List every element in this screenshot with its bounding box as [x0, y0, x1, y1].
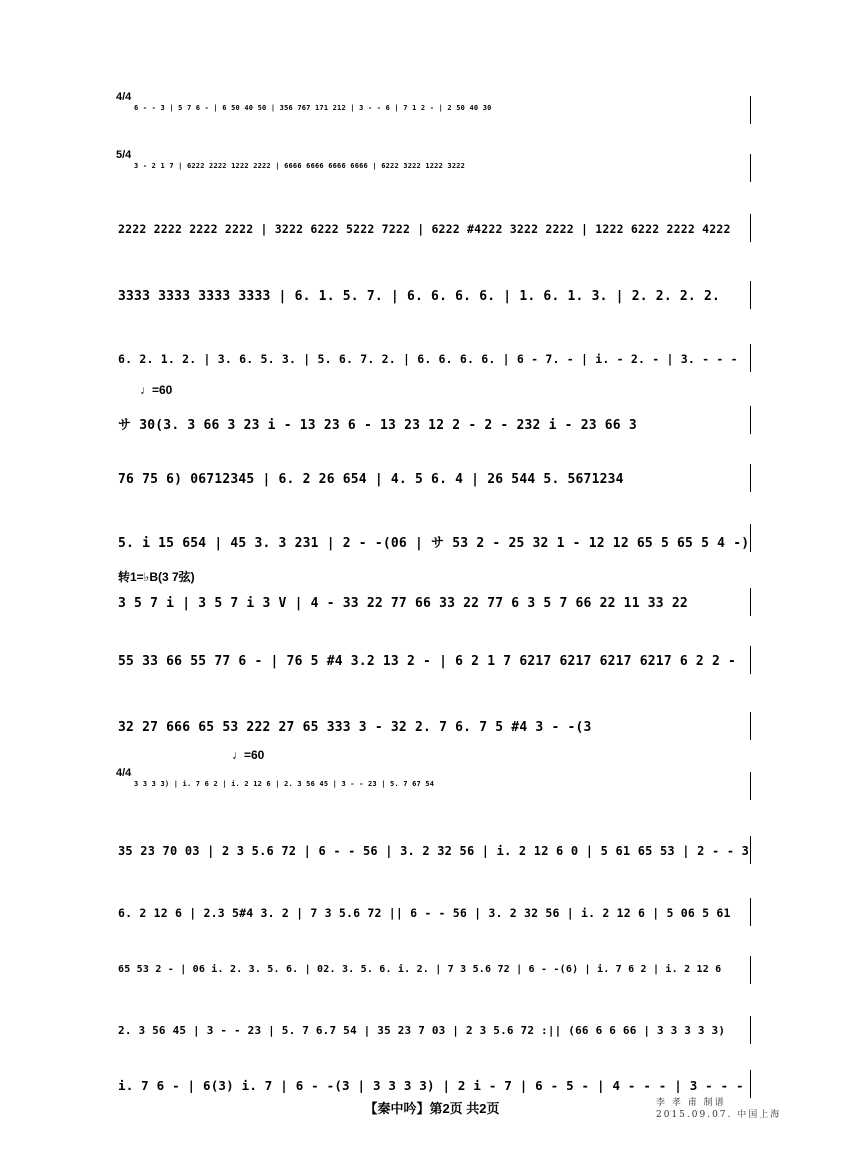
barline: [750, 281, 751, 309]
credit-date: 2015.09.07. 中国上海: [656, 1110, 782, 1120]
staff-line-10: [118, 640, 750, 686]
barline: [750, 214, 751, 242]
barline: [750, 154, 751, 182]
notation-line: 6 - - 3 | 5 7 6 - | 6 50 40 50 | 356 767 171 212 | 3 - - 6 | 7 1 2 - | 2 50 40 30: [134, 104, 492, 112]
barline: [750, 524, 751, 552]
notation-line: サ 30(3. 3 66 3 23 i - 13 23 6 - 13 23 12 2 - 2 - 232 i - 23 66 3: [118, 418, 637, 433]
notation-line: 2. 3 56 45 | 3 - - 23 | 5. 7 6.7 54 | 35 23 7 03 | 2 3 5.6 72 :|| (66 6 6 66 | 3 3 3 3 3): [118, 1024, 726, 1037]
time-signature: 5/4: [116, 149, 132, 161]
credit-block: [656, 1097, 781, 1121]
time-signature: 4/4: [116, 767, 132, 779]
notation-line: 32 27 666 65 53 222 27 65 333 3 - 32 2. 7 6. 7 5 #4 3 - -(3: [118, 720, 592, 735]
barline: [750, 406, 751, 434]
barline: [750, 464, 751, 492]
staff-line-15: [118, 950, 750, 996]
staff-line-4: [118, 275, 750, 321]
staff-line-13: [118, 830, 750, 876]
staff-line-3: [118, 208, 750, 254]
barline: [750, 836, 751, 864]
staff-line-12: [118, 766, 750, 812]
staff-line-8: [118, 518, 750, 564]
notation-line: i. 7 6 - | 6(3) i. 7 | 6 - -(3 | 3 3 3 3) | 2 i - 7 | 6 - 5 - | 4 - - - | 3 - - -: [118, 1078, 744, 1093]
page-footer: 【秦中吟】第2页 共2页: [364, 1101, 500, 1116]
staff-line-9: [118, 582, 750, 628]
barline: [750, 898, 751, 926]
credit-author: 李 孝 甫 制谱: [656, 1098, 726, 1108]
tempo-mark: ♩=60: [140, 383, 173, 397]
staff-line-5: [118, 338, 750, 384]
barline: [750, 956, 751, 984]
notation-line: 3 5 7 i | 3 5 7 i 3 V | 4 - 33 22 77 66 33 22 77 6 3 5 7 66 22 11 33 22: [118, 596, 688, 611]
notation-line: 5. i 15 654 | 45 3. 3 231 | 2 - -(06 | サ 53 2 - 25 32 1 - 12 12 65 5 65 5 4 -): [118, 536, 750, 551]
staff-line-11: [118, 706, 750, 752]
notation-line: 3 - 2 1 7 | 6222 2222 1222 2222 | 6666 6666 6666 6666 | 6222 3222 1222 3222: [134, 162, 466, 170]
barline: [750, 588, 751, 616]
notation-line: 2222 2222 2222 2222 | 3222 6222 5222 7222 | 6222 #4222 3222 2222 | 1222 6222 2222 4222: [118, 222, 731, 236]
time-signature: 4/4: [116, 91, 132, 103]
barline: [750, 772, 751, 800]
notation-line: 6. 2 12 6 | 2.3 5#4 3. 2 | 7 3 5.6 72 || 6 - - 56 | 3. 2 32 56 | i. 2 12 6 | 5 06 5 61: [118, 906, 731, 920]
notation-line: 35 23 70 03 | 2 3 5.6 72 | 6 - - 56 | 3. 2 32 56 | i. 2 12 6 0 | 5 61 65 53 | 2 - - 3: [118, 844, 750, 858]
notation-line: 65 53 2 - | 06 i. 2. 3. 5. 6. | 02. 3. 5. 6. i. 2. | 7 3 5.6 72 | 6 - -(6) | i. 7 6 2 | i. 2 12 6: [118, 964, 722, 975]
notation-line: 6. 2. 1. 2. | 3. 6. 5. 3. | 5. 6. 7. 2. | 6. 6. 6. 6. | 6 - 7. - | i. - 2. - | 3. - - -: [118, 352, 738, 366]
barline: [750, 344, 751, 372]
staff-line-14: [118, 892, 750, 938]
barline: [750, 646, 751, 674]
staff-line-7: [118, 458, 750, 504]
barline: [750, 1016, 751, 1044]
barline: [750, 712, 751, 740]
tempo-mark: ♩=60: [232, 748, 265, 762]
notation-line: 3 3 3 3) | i. 7 6 2 | i. 2 12 6 | 2. 3 56 45 | 3 - - 23 | 5. 7 67 54: [134, 780, 435, 788]
notation-line: 76 75 6) 06712345 | 6. 2 26 654 | 4. 5 6. 4 | 26 544 5. 5671234: [118, 472, 624, 487]
notation-line: 55 33 66 55 77 6 - | 76 5 #4 3.2 13 2 - | 6 2 1 7 6217 6217 6217 6217 6 2 2 -: [118, 654, 737, 669]
staff-line-2: [118, 148, 750, 194]
barline: [750, 1070, 751, 1098]
staff-line-16: [118, 1010, 750, 1056]
barline: [750, 96, 751, 124]
modulation-mark: 转1=♭B(3 7弦): [118, 570, 195, 584]
staff-line-6: [118, 400, 750, 446]
notation-line: 3333 3333 3333 3333 | 6. 1. 5. 7. | 6. 6. 6. 6. | 1. 6. 1. 3. | 2. 2. 2. 2.: [118, 289, 720, 304]
staff-line-1: [118, 90, 750, 136]
